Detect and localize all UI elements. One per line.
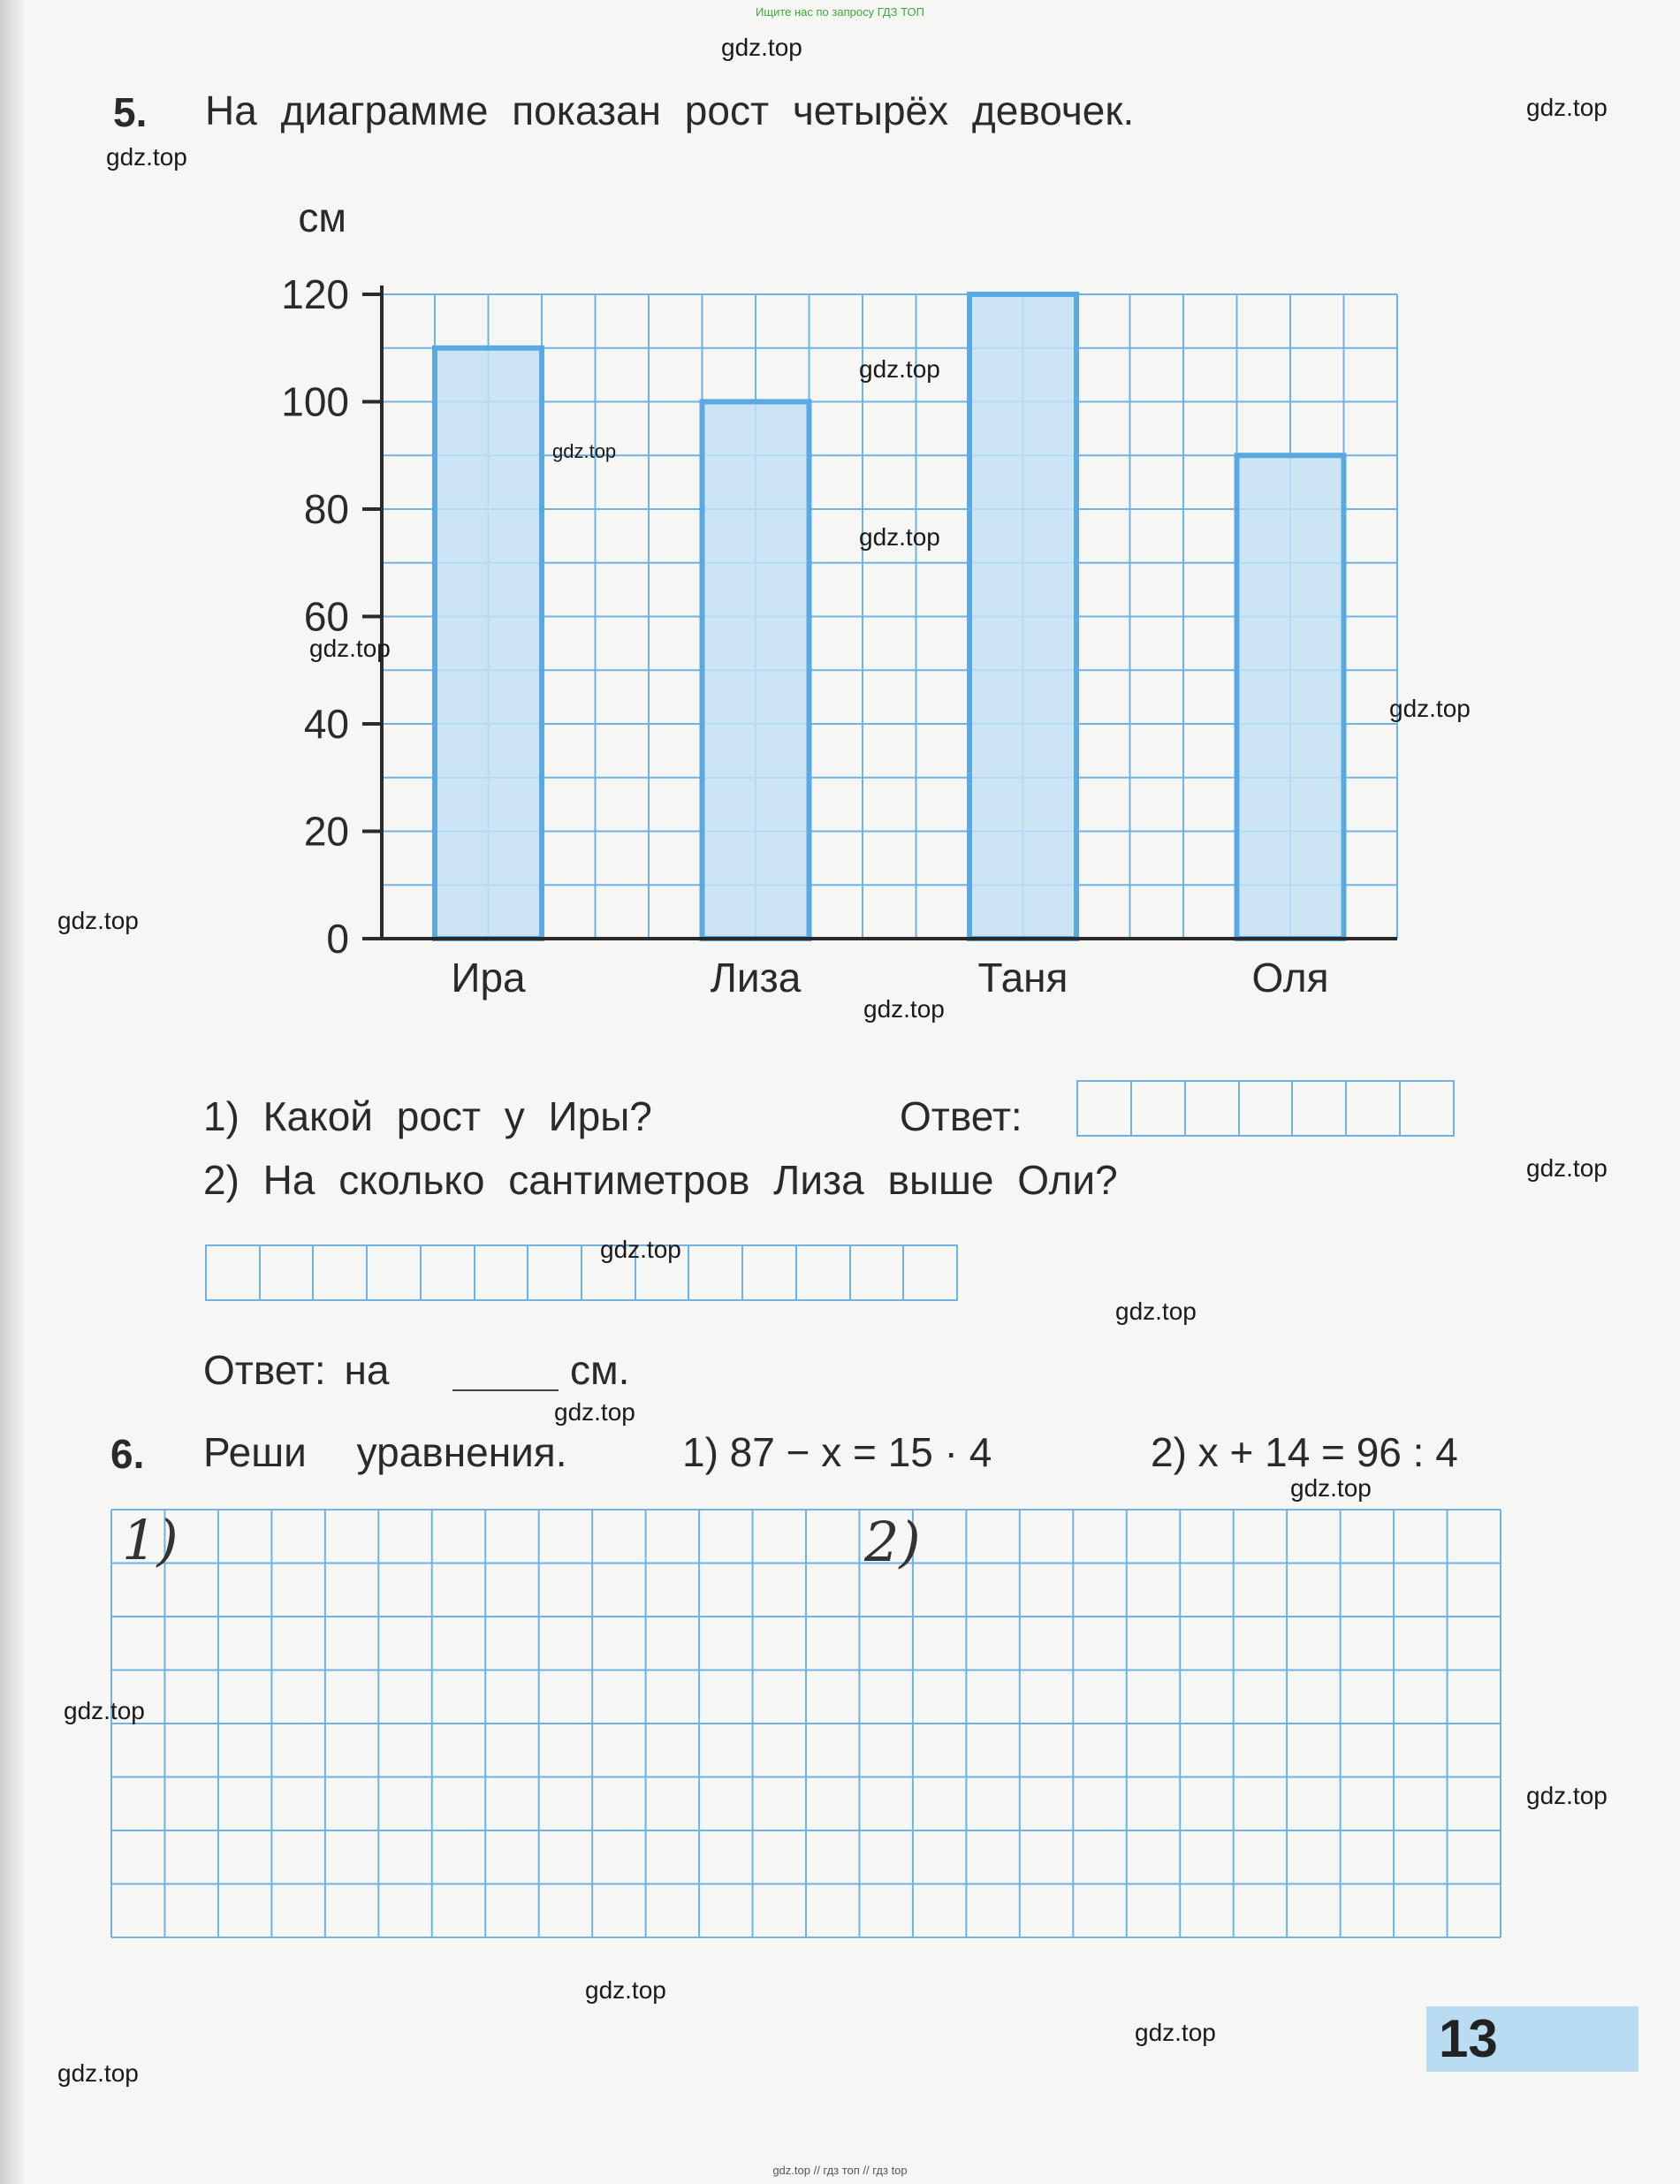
bar-Ира (435, 348, 542, 939)
bar-Лиза (703, 402, 810, 940)
top-banner[interactable]: Ищите нас по запросу ГДЗ ТОП (756, 5, 924, 19)
task6-number: 6. (110, 1431, 145, 1477)
watermark[interactable]: gdz.top (600, 1236, 681, 1263)
watermark[interactable]: gdz.top (863, 995, 945, 1023)
task5-answer-suffix: см. (570, 1347, 630, 1393)
watermark[interactable]: gdz.top (1135, 2019, 1216, 2046)
y-tick-label: 80 (303, 486, 349, 532)
watermark[interactable]: gdz.top (552, 440, 617, 462)
watermark[interactable]: gdz.top (1115, 1297, 1197, 1325)
solution-grid[interactable] (110, 1508, 1506, 1941)
y-tick-label: 0 (326, 916, 349, 962)
answer2-cells[interactable] (205, 1244, 958, 1301)
watermark[interactable]: gdz.top (585, 1976, 666, 2004)
bar-Оля (1237, 455, 1344, 939)
watermark[interactable]: gdz.top (721, 34, 802, 61)
watermark[interactable]: gdz.top (64, 1697, 145, 1724)
watermark[interactable]: gdz.top (1526, 94, 1608, 121)
task5-answer1-label: Ответ: (900, 1093, 1022, 1139)
watermark[interactable]: gdz.top (309, 635, 391, 662)
watermark[interactable]: gdz.top (554, 1398, 635, 1426)
task6-equation1: 1) 87 − x = 15 · 4 (682, 1429, 992, 1475)
watermark[interactable]: gdz.top (57, 907, 139, 934)
task5-question1: 1) Какой рост у Иры? (203, 1093, 652, 1139)
answer1-cells[interactable] (1076, 1080, 1455, 1137)
y-tick-label: 120 (281, 271, 349, 317)
task5-statement: На диаграмме показан рост четырёх девочек. (205, 88, 1135, 133)
bottom-banner[interactable]: gdz.top // гдз топ // гдз top (772, 2164, 908, 2177)
y-axis-unit: см (298, 194, 346, 240)
task5-question2: 2) На сколько сантиметров Лиза выше Оли? (203, 1157, 1118, 1203)
category-label-Оля: Оля (1251, 955, 1329, 1001)
bar-Таня (969, 294, 1076, 939)
watermark[interactable]: gdz.top (859, 355, 940, 383)
task6-equation2: 2) x + 14 = 96 : 4 (1151, 1429, 1458, 1475)
watermark[interactable]: gdz.top (859, 523, 940, 551)
category-label-Ира: Ира (451, 955, 526, 1001)
watermark[interactable]: gdz.top (1526, 1782, 1608, 1809)
handwritten-label-2: 2) (864, 1510, 921, 1574)
watermark[interactable]: gdz.top (1389, 695, 1471, 722)
watermark[interactable]: gdz.top (106, 143, 187, 171)
y-tick-label: 20 (303, 808, 349, 855)
y-tick-label: 60 (303, 593, 349, 640)
watermark[interactable]: gdz.top (57, 2059, 139, 2087)
handwritten-label-1: 1) (122, 1508, 179, 1572)
task6-statement: Реши уравнения. (203, 1429, 567, 1475)
y-tick-label: 100 (281, 378, 349, 425)
task5-number: 5. (113, 89, 148, 135)
page-number: 13 (1439, 2009, 1498, 2068)
category-label-Таня: Таня (977, 955, 1068, 1001)
task5-answer-prefix: Ответ: на (203, 1347, 390, 1393)
watermark[interactable]: gdz.top (1526, 1154, 1608, 1182)
height-chart (0, 0, 1680, 1043)
answer2-blank[interactable] (452, 1388, 559, 1391)
category-label-Лиза: Лиза (710, 955, 802, 1001)
watermark[interactable]: gdz.top (1290, 1474, 1372, 1502)
y-tick-label: 40 (303, 701, 349, 747)
